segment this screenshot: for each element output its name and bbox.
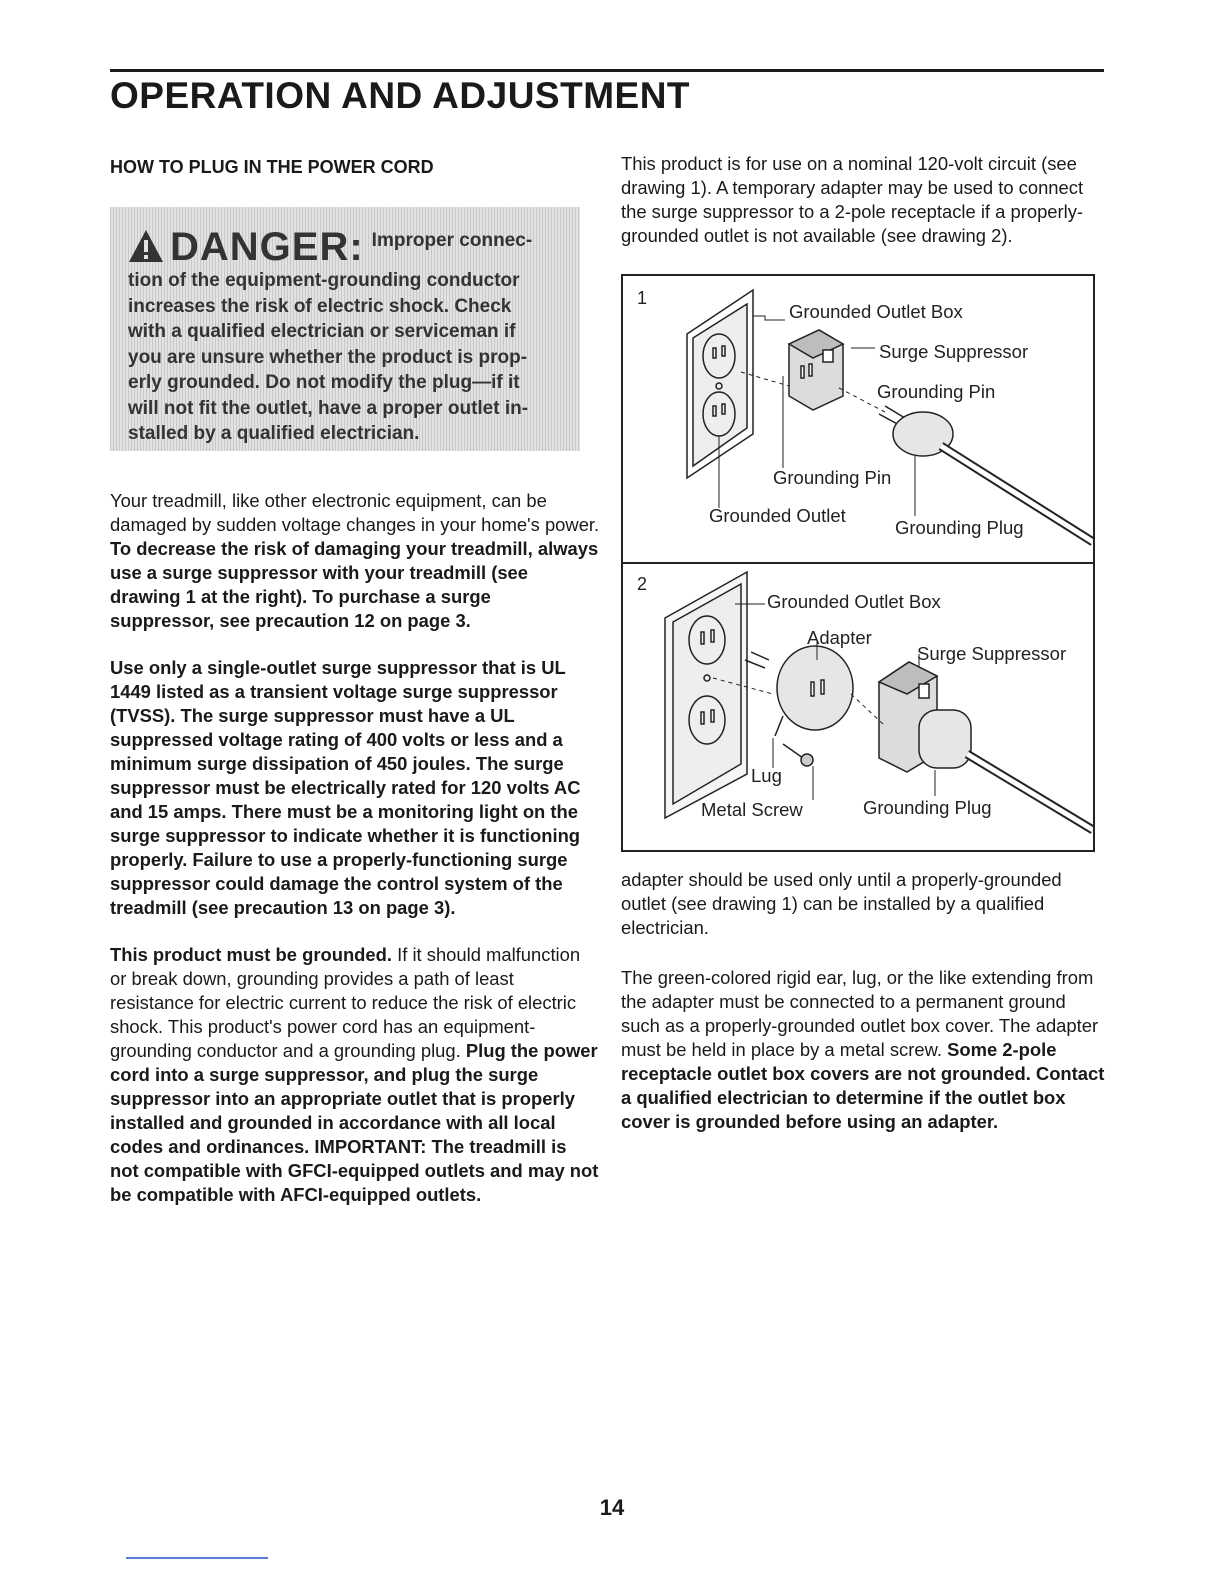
page-number: 14 bbox=[599, 1495, 625, 1520]
label-grounding-plug: Grounding Plug bbox=[863, 797, 992, 818]
danger-line: erly grounded. Do not modify the plug—if it bbox=[128, 372, 520, 393]
two-pole-outlet-icon bbox=[665, 572, 747, 818]
danger-line: you are unsure whether the product is prop- bbox=[128, 346, 528, 368]
warning-icon bbox=[128, 229, 164, 263]
drawing-1 bbox=[623, 276, 1093, 562]
page-title: OPERATION AND ADJUSTMENT bbox=[110, 75, 691, 116]
metal-screw-icon bbox=[783, 744, 813, 766]
left-column bbox=[110, 152, 600, 1207]
paragraph-bold-tail: Plug the power cord into a surge suppressor, and plug the surge suppressor into an appropriate outlet that is properly installed and grounded in accordance with all local codes and ordinances. IMPORTANT: The treadmill is not compatible with GFCI-equipped outlets and may not be compatible with AFCI-equipped outlets. bbox=[110, 1040, 599, 1205]
label-grounding-plug: Grounding Plug bbox=[895, 517, 1024, 538]
danger-body bbox=[128, 268, 568, 447]
danger-line: with a qualified electrician or serviceman if bbox=[128, 321, 516, 342]
paragraph-text: If it should malfunction or break down, grounding provides a path of least resistance for electric current to reduce the risk of electric shock. This product's power cord has an equipment-grounding conductor and a grounding plug. bbox=[110, 944, 581, 1061]
label-surge-suppressor: Surge Suppressor bbox=[879, 341, 1029, 362]
diagram-frame bbox=[621, 274, 1095, 852]
label-surge-suppressor: Surge Suppressor bbox=[917, 643, 1067, 664]
label-grounded-outlet-box: Grounded Outlet Box bbox=[789, 301, 963, 322]
label-adapter: Adapter bbox=[807, 627, 872, 648]
paragraph-grounding bbox=[110, 943, 600, 1207]
paragraph-bold-text: Some 2-pole receptacle outlet box covers are not grounded. Contact a qualified electrician to determine if the outlet box cover is grounded before using an adapter. bbox=[621, 1039, 1105, 1132]
danger-line: tion of the equipment-grounding conductor bbox=[128, 270, 520, 291]
label-lug: Lug bbox=[751, 765, 782, 786]
drawing-number: 1 bbox=[637, 288, 648, 308]
paragraph-bold-lead: This product must be grounded. bbox=[110, 944, 392, 965]
drawing-2 bbox=[623, 562, 1093, 850]
danger-line: increases the risk of electric shock. Check bbox=[128, 295, 512, 317]
danger-line: will not fit the outlet, have a proper outlet in- bbox=[128, 397, 529, 419]
danger-box bbox=[110, 207, 580, 451]
grounded-outlet-icon bbox=[687, 290, 753, 478]
label-grounded-outlet-box: Grounded Outlet Box bbox=[767, 591, 941, 612]
paragraph-text: Your treadmill, like other electronic equipment, can be damaged by sudden voltage changes in your home's power. bbox=[110, 490, 600, 535]
drawing-1-illustration bbox=[623, 276, 1093, 562]
surge-suppressor-icon bbox=[789, 330, 843, 410]
label-grounding-pin-bottom: Grounding Pin bbox=[773, 467, 892, 488]
paragraph-adapter-ground bbox=[621, 966, 1105, 1134]
label-grounded-outlet: Grounded Outlet bbox=[709, 505, 846, 526]
paragraph-bold-text: To decrease the risk of damaging your treadmill, always use a surge suppressor with your treadmill (see drawing 1 at the right). To purchase a surge suppressor, see precaution 12 on page 3. bbox=[110, 538, 599, 631]
footer-line bbox=[126, 1557, 268, 1559]
danger-header bbox=[128, 221, 580, 267]
drawing-number: 2 bbox=[637, 574, 648, 594]
paragraph-surge-intro bbox=[110, 489, 600, 633]
danger-word: DANGER: bbox=[170, 225, 364, 269]
danger-line: stalled by a qualified electrician. bbox=[128, 423, 420, 444]
label-grounding-pin-top: Grounding Pin bbox=[877, 381, 996, 402]
paragraph-circuit-intro: This product is for use on a nominal 120-volt circuit (see drawing 1). A temporary adapter may be used to connect the surge suppressor to a 2-pole receptacle if a properly-grounded outlet is not available (see drawing 2). bbox=[621, 153, 1084, 246]
label-metal-screw: Metal Screw bbox=[701, 799, 803, 820]
danger-lead-text: Improper connec- bbox=[371, 230, 533, 251]
right-column bbox=[621, 152, 1105, 1134]
paragraph-text: The green-colored rigid ear, lug, or the like extending from the adapter must be connected to a permanent ground such as a properly-grounded outlet box cover. The adapter must be held in place by a metal screw. bbox=[621, 967, 1099, 1060]
paragraph-surge-requirements: Use only a single-outlet surge suppressor that is UL 1449 listed as a transient voltage surge suppressor (TVSS). The surge suppressor must have a UL suppressed voltage rating of 400 volts or less and a minimum surge dissipation of 450 joules. The surge suppressor must be electrically rated for 120 volts AC and 15 amps. There must be a monitoring light on the surge suppressor to indicate whether it is functioning properly. Failure to use a properly-functioning surge suppressor could damage the control system of the treadmill (see precaution 13 on page 3). bbox=[110, 657, 581, 918]
drawing-2-illustration bbox=[623, 564, 1093, 850]
section-heading: HOW TO PLUG IN THE POWER CORD bbox=[110, 157, 434, 177]
paragraph-adapter-temporary: adapter should be used only until a properly-grounded outlet (see drawing 1) can be installed by a qualified electrician. bbox=[621, 869, 1062, 938]
